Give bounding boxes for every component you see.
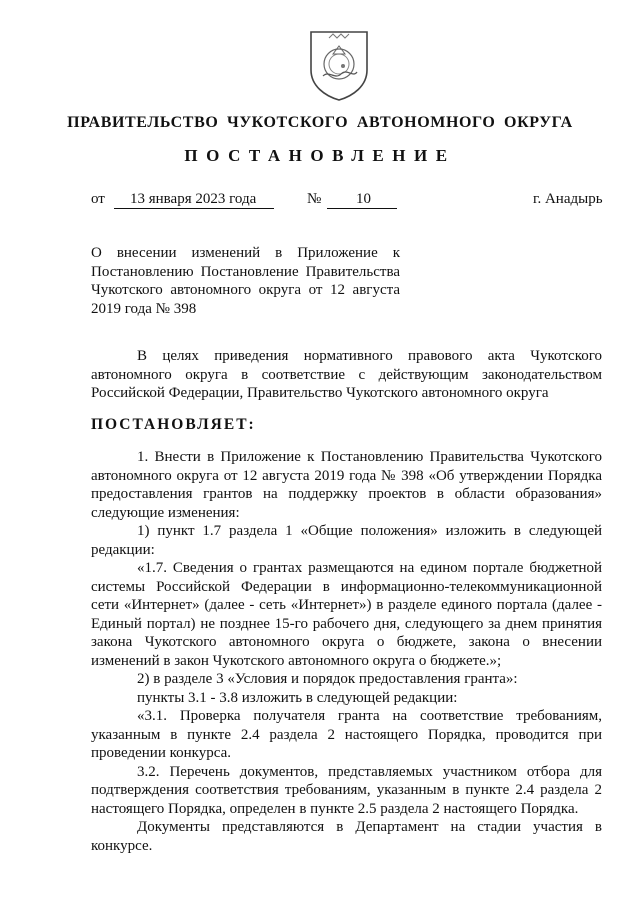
resolves-heading: ПОСТАНОВЛЯЕТ: [91, 416, 256, 433]
body-paragraph: пункты 3.1 - 3.8 изложить в следующей редакции: [137, 689, 458, 706]
body-paragraph: «3.1. Проверка получателя гранта на соответствие требованиям, указанным в пункте 2.4 раздела 2 настоящего Порядка, проводится при проведении конкурса. [91, 708, 602, 761]
preamble: В целях приведения нормативного правового акта Чукотского автономного округа в соответствие с действующим законодательством Российской Федерации, Правительство Чукотского автономного округа [91, 348, 602, 401]
number-label: № [307, 191, 322, 207]
number-underline [327, 208, 397, 209]
date-from-label: от [91, 191, 105, 207]
body-paragraph: 1) пункт 1.7 раздела 1 «Общие положения» изложить в следующей редакции: [91, 523, 602, 558]
date-underline [114, 208, 274, 209]
city-name: г. Анадырь [533, 191, 603, 207]
government-title: ПРАВИТЕЛЬСТВО ЧУКОТСКОГО АВТОНОМНОГО ОКРУГА [67, 114, 573, 131]
coat-of-arms-emblem [299, 24, 379, 104]
body-paragraph: 3.2. Перечень документов, представляемых участником отбора для подтверждения соответствия требованиям, указанным в пункте 2.4 раздела 2 настоящего Порядка, определен в пункте 2.5 раздела 2 настоящего Порядка. [91, 763, 602, 817]
body-paragraph: 2) в разделе 3 «Условия и порядок предоставления гранта»: [137, 671, 518, 687]
body-paragraph: Документы представляются в Департамент на стадии участия в конкурсе. [91, 819, 602, 854]
body-paragraph: «1.7. Сведения о грантах размещаются на едином портале бюджетной системы Российской Федерации в информационно-телекоммуникационной сети «Интернет» (далее - сеть «Интернет») в разделе единого портала (далее - Единый портал) не позднее 15-го рабочего дня, следующего за днем принятия закона Чукотского автономного округа о бюджете, закона о внесении изменений в закон Чукотского автономного округа о бюджете.»; [91, 560, 602, 669]
body-paragraph: 1. Внести в Приложение к Постановлению Правительства Чукотского автономного округа от 12 августа 2019 года № 398 «Об утверждении Порядка предоставления грантов на поддержку проектов в области образования» следующие изменения: [91, 449, 602, 521]
decree-number: 10 [356, 191, 371, 207]
decree-title: ПОСТАНОВЛЕНИЕ [184, 146, 456, 165]
decree-body [91, 448, 602, 855]
decree-subject: О внесении изменений в Приложение к Постановлению Постановление Правительства Чукотского автономного округа от 12 августа 2019 года № 398 [91, 245, 400, 317]
decree-date: 13 января 2023 года [130, 191, 257, 207]
